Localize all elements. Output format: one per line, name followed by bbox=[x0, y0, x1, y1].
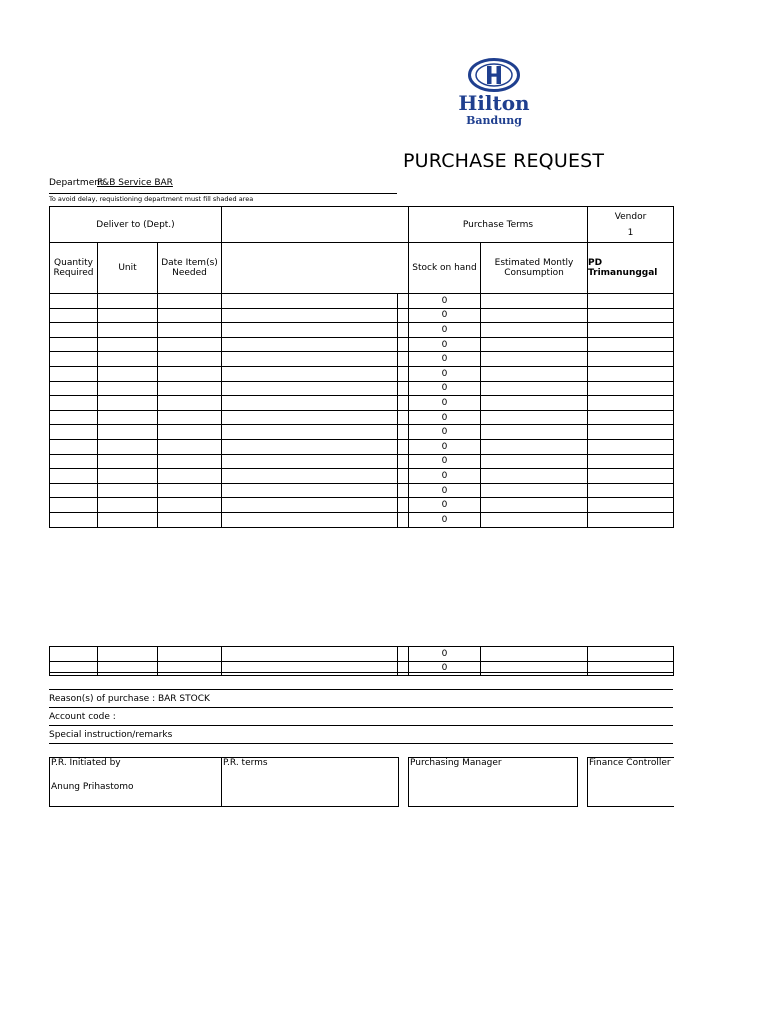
table-header-top bbox=[50, 207, 674, 243]
finance-controller-label: Finance Controller bbox=[589, 758, 671, 768]
purchase-items-table bbox=[49, 206, 674, 528]
marker-cell[interactable] bbox=[398, 323, 409, 338]
stock-on-hand-cell[interactable]: 0 bbox=[409, 294, 481, 309]
marker-cell[interactable] bbox=[398, 366, 409, 381]
stock-on-hand-header: Stock on hand bbox=[409, 243, 481, 294]
vendor-cell[interactable] bbox=[588, 294, 674, 309]
date-needed-cell[interactable] bbox=[158, 396, 222, 411]
table-row bbox=[50, 337, 674, 352]
unit-cell[interactable] bbox=[98, 323, 158, 338]
vendor-cell[interactable] bbox=[588, 512, 674, 527]
marker-cell[interactable] bbox=[398, 498, 409, 513]
vendor-cell[interactable] bbox=[588, 647, 674, 662]
vendor-cell[interactable] bbox=[588, 483, 674, 498]
marker-cell[interactable] bbox=[398, 425, 409, 440]
marker-cell[interactable] bbox=[398, 647, 409, 662]
vendor-cell[interactable] bbox=[588, 439, 674, 454]
table-row bbox=[50, 469, 674, 484]
consumption-cell[interactable] bbox=[481, 483, 588, 498]
unit-cell[interactable] bbox=[98, 308, 158, 323]
quantity-cell[interactable] bbox=[50, 469, 98, 484]
stock-on-hand-cell[interactable]: 0 bbox=[409, 308, 481, 323]
table-row bbox=[50, 366, 674, 381]
marker-cell[interactable] bbox=[398, 294, 409, 309]
description-cell[interactable] bbox=[222, 410, 398, 425]
deliver-to-header: Deliver to (Dept.) bbox=[50, 207, 222, 243]
vendor-label: Vendor bbox=[614, 211, 647, 222]
description-cell[interactable] bbox=[222, 352, 398, 367]
quantity-cell[interactable] bbox=[50, 483, 98, 498]
date-needed-cell[interactable] bbox=[158, 366, 222, 381]
description-cell[interactable] bbox=[222, 454, 398, 469]
reason-line: Reason(s) of purchase : BAR STOCK bbox=[49, 690, 673, 708]
unit-cell[interactable] bbox=[98, 512, 158, 527]
marker-cell[interactable] bbox=[398, 308, 409, 323]
date-needed-cell[interactable] bbox=[158, 352, 222, 367]
table-row bbox=[50, 294, 674, 309]
table-row bbox=[50, 483, 674, 498]
department-row bbox=[49, 178, 397, 194]
stock-on-hand-cell[interactable]: 0 bbox=[409, 454, 481, 469]
stock-on-hand-cell[interactable]: 0 bbox=[409, 425, 481, 440]
vendor-cell[interactable] bbox=[588, 337, 674, 352]
deliver-to-value[interactable] bbox=[222, 207, 409, 243]
initiated-by-box[interactable] bbox=[49, 757, 222, 807]
description-cell[interactable] bbox=[222, 469, 398, 484]
marker-cell[interactable] bbox=[398, 396, 409, 411]
initiated-by-name: Anung Prihastomo bbox=[51, 782, 134, 792]
marker-cell[interactable] bbox=[398, 352, 409, 367]
consumption-cell[interactable] bbox=[481, 396, 588, 411]
table-row bbox=[50, 454, 674, 469]
stock-on-hand-cell[interactable]: 0 bbox=[409, 647, 481, 662]
description-cell[interactable] bbox=[222, 366, 398, 381]
quantity-cell[interactable] bbox=[50, 425, 98, 440]
marker-cell[interactable] bbox=[398, 469, 409, 484]
unit-cell[interactable] bbox=[98, 483, 158, 498]
stock-on-hand-cell[interactable]: 0 bbox=[409, 469, 481, 484]
date-needed-cell[interactable] bbox=[158, 323, 222, 338]
date-needed-cell[interactable] bbox=[158, 381, 222, 396]
date-needed-cell[interactable] bbox=[158, 308, 222, 323]
quantity-cell[interactable] bbox=[50, 308, 98, 323]
consumption-cell[interactable] bbox=[481, 425, 588, 440]
consumption-cell[interactable] bbox=[481, 439, 588, 454]
purchasing-manager-label: Purchasing Manager bbox=[410, 758, 502, 768]
stock-on-hand-cell[interactable]: 0 bbox=[409, 337, 481, 352]
table-row bbox=[50, 381, 674, 396]
consumption-cell[interactable] bbox=[481, 454, 588, 469]
description-cell[interactable] bbox=[222, 483, 398, 498]
instruction-note: To avoid delay, requistioning department must fill shaded area bbox=[49, 195, 254, 203]
unit-cell[interactable] bbox=[98, 410, 158, 425]
logo-city: Bandung bbox=[466, 114, 522, 127]
description-cell[interactable] bbox=[222, 337, 398, 352]
marker-cell[interactable] bbox=[398, 381, 409, 396]
unit-cell[interactable] bbox=[98, 381, 158, 396]
purchasing-manager-box[interactable] bbox=[408, 757, 578, 807]
table-row bbox=[50, 352, 674, 367]
pr-terms-label: P.R. terms bbox=[223, 758, 268, 768]
date-needed-cell[interactable] bbox=[158, 294, 222, 309]
description-cell[interactable] bbox=[222, 294, 398, 309]
stock-on-hand-cell[interactable]: 0 bbox=[409, 352, 481, 367]
consumption-cell[interactable] bbox=[481, 366, 588, 381]
description-cell[interactable] bbox=[222, 381, 398, 396]
purchase-info-lines bbox=[49, 672, 673, 744]
special-instruction-line: Special instruction/remarks bbox=[49, 726, 673, 744]
consumption-cell[interactable] bbox=[481, 410, 588, 425]
quantity-header: Quantity Required bbox=[50, 243, 98, 294]
table-row bbox=[50, 396, 674, 411]
vendor-cell[interactable] bbox=[588, 323, 674, 338]
consumption-cell[interactable] bbox=[481, 512, 588, 527]
date-needed-header: Date Item(s) Needed bbox=[158, 243, 222, 294]
stock-on-hand-cell[interactable]: 0 bbox=[409, 498, 481, 513]
date-needed-cell[interactable] bbox=[158, 483, 222, 498]
vendor-name: PD Trimanunggal bbox=[588, 243, 674, 294]
quantity-cell[interactable] bbox=[50, 323, 98, 338]
marker-cell[interactable] bbox=[398, 454, 409, 469]
vendor-cell[interactable] bbox=[588, 410, 674, 425]
unit-cell[interactable] bbox=[98, 352, 158, 367]
pr-terms-box[interactable] bbox=[221, 757, 399, 807]
table-row bbox=[50, 498, 674, 513]
consumption-cell[interactable] bbox=[481, 323, 588, 338]
date-needed-cell[interactable] bbox=[158, 454, 222, 469]
consumption-cell[interactable] bbox=[481, 294, 588, 309]
description-cell[interactable] bbox=[222, 323, 398, 338]
consumption-cell[interactable] bbox=[481, 647, 588, 662]
unit-cell[interactable] bbox=[98, 425, 158, 440]
vendor-cell[interactable] bbox=[588, 396, 674, 411]
account-code-line: Account code : bbox=[49, 708, 673, 726]
consumption-header: Estimated Montly Consumption bbox=[481, 243, 588, 294]
hilton-logo bbox=[446, 58, 542, 132]
table-row bbox=[50, 308, 674, 323]
department-label: Department bbox=[49, 178, 104, 188]
stock-on-hand-cell[interactable]: 0 bbox=[409, 661, 481, 676]
description-cell[interactable] bbox=[222, 439, 398, 454]
unit-cell[interactable] bbox=[98, 469, 158, 484]
quantity-cell[interactable] bbox=[50, 647, 98, 662]
page-title: PURCHASE REQUEST bbox=[403, 150, 605, 172]
finance-controller-box[interactable] bbox=[587, 757, 674, 807]
quantity-cell[interactable] bbox=[50, 366, 98, 381]
date-needed-cell[interactable] bbox=[158, 498, 222, 513]
quantity-cell[interactable] bbox=[50, 439, 98, 454]
marker-cell[interactable] bbox=[398, 410, 409, 425]
unit-cell[interactable] bbox=[98, 439, 158, 454]
table-row bbox=[50, 647, 674, 662]
quantity-cell[interactable] bbox=[50, 381, 98, 396]
consumption-cell[interactable] bbox=[481, 337, 588, 352]
table-row bbox=[50, 425, 674, 440]
marker-cell[interactable] bbox=[398, 337, 409, 352]
vendor-cell[interactable] bbox=[588, 498, 674, 513]
quantity-cell[interactable] bbox=[50, 512, 98, 527]
unit-cell[interactable] bbox=[98, 337, 158, 352]
unit-cell[interactable] bbox=[98, 294, 158, 309]
description-cell[interactable] bbox=[222, 308, 398, 323]
date-needed-cell[interactable] bbox=[158, 439, 222, 454]
stock-on-hand-cell[interactable]: 0 bbox=[409, 323, 481, 338]
marker-cell[interactable] bbox=[398, 512, 409, 527]
vendor-cell[interactable] bbox=[588, 366, 674, 381]
consumption-cell[interactable] bbox=[481, 308, 588, 323]
hilton-logo-icon bbox=[468, 58, 520, 92]
unit-cell[interactable] bbox=[98, 396, 158, 411]
unit-header: Unit bbox=[98, 243, 158, 294]
purchase-terms-header: Purchase Terms bbox=[409, 207, 588, 243]
vendor-cell[interactable] bbox=[588, 425, 674, 440]
date-needed-cell[interactable] bbox=[158, 410, 222, 425]
table-row bbox=[50, 439, 674, 454]
description-cell[interactable] bbox=[222, 425, 398, 440]
vendor-cell[interactable] bbox=[588, 454, 674, 469]
initiated-by-label: P.R. Initiated by bbox=[51, 758, 121, 768]
stock-on-hand-cell[interactable]: 0 bbox=[409, 439, 481, 454]
consumption-cell[interactable] bbox=[481, 469, 588, 484]
description-header bbox=[222, 243, 409, 294]
table-header-columns bbox=[50, 243, 674, 294]
vendor-header bbox=[588, 207, 674, 243]
date-needed-cell[interactable] bbox=[158, 469, 222, 484]
vendor-cell[interactable] bbox=[588, 381, 674, 396]
table-row bbox=[50, 512, 674, 527]
unit-cell[interactable] bbox=[98, 454, 158, 469]
blank-line bbox=[49, 673, 673, 690]
vendor-cell[interactable] bbox=[588, 308, 674, 323]
quantity-cell[interactable] bbox=[50, 410, 98, 425]
logo-name: Hilton bbox=[458, 91, 530, 115]
stock-on-hand-cell[interactable]: 0 bbox=[409, 396, 481, 411]
stock-on-hand-cell[interactable]: 0 bbox=[409, 381, 481, 396]
quantity-cell[interactable] bbox=[50, 498, 98, 513]
quantity-cell[interactable] bbox=[50, 294, 98, 309]
table-row bbox=[50, 410, 674, 425]
consumption-cell[interactable] bbox=[481, 498, 588, 513]
vendor-number: 1 bbox=[627, 227, 634, 238]
consumption-cell[interactable] bbox=[481, 352, 588, 367]
description-cell[interactable] bbox=[222, 396, 398, 411]
unit-cell[interactable] bbox=[98, 647, 158, 662]
quantity-cell[interactable] bbox=[50, 454, 98, 469]
description-cell[interactable] bbox=[222, 647, 398, 662]
vendor-cell[interactable] bbox=[588, 352, 674, 367]
description-cell[interactable] bbox=[222, 512, 398, 527]
item-rows bbox=[50, 294, 674, 528]
quantity-cell[interactable] bbox=[50, 396, 98, 411]
vendor-cell[interactable] bbox=[588, 469, 674, 484]
date-needed-cell[interactable] bbox=[158, 512, 222, 527]
date-needed-cell[interactable] bbox=[158, 337, 222, 352]
table-row bbox=[50, 323, 674, 338]
date-needed-cell[interactable] bbox=[158, 647, 222, 662]
unit-cell[interactable] bbox=[98, 498, 158, 513]
stock-on-hand-cell[interactable]: 0 bbox=[409, 366, 481, 381]
marker-cell[interactable] bbox=[398, 439, 409, 454]
stock-on-hand-cell[interactable]: 0 bbox=[409, 483, 481, 498]
department-value: F&B Service BAR bbox=[97, 178, 173, 188]
marker-cell[interactable] bbox=[398, 483, 409, 498]
quantity-cell[interactable] bbox=[50, 337, 98, 352]
unit-cell[interactable] bbox=[98, 366, 158, 381]
description-cell[interactable] bbox=[222, 498, 398, 513]
stock-on-hand-cell[interactable]: 0 bbox=[409, 512, 481, 527]
consumption-cell[interactable] bbox=[481, 381, 588, 396]
quantity-cell[interactable] bbox=[50, 352, 98, 367]
date-needed-cell[interactable] bbox=[158, 425, 222, 440]
stock-on-hand-cell[interactable]: 0 bbox=[409, 410, 481, 425]
